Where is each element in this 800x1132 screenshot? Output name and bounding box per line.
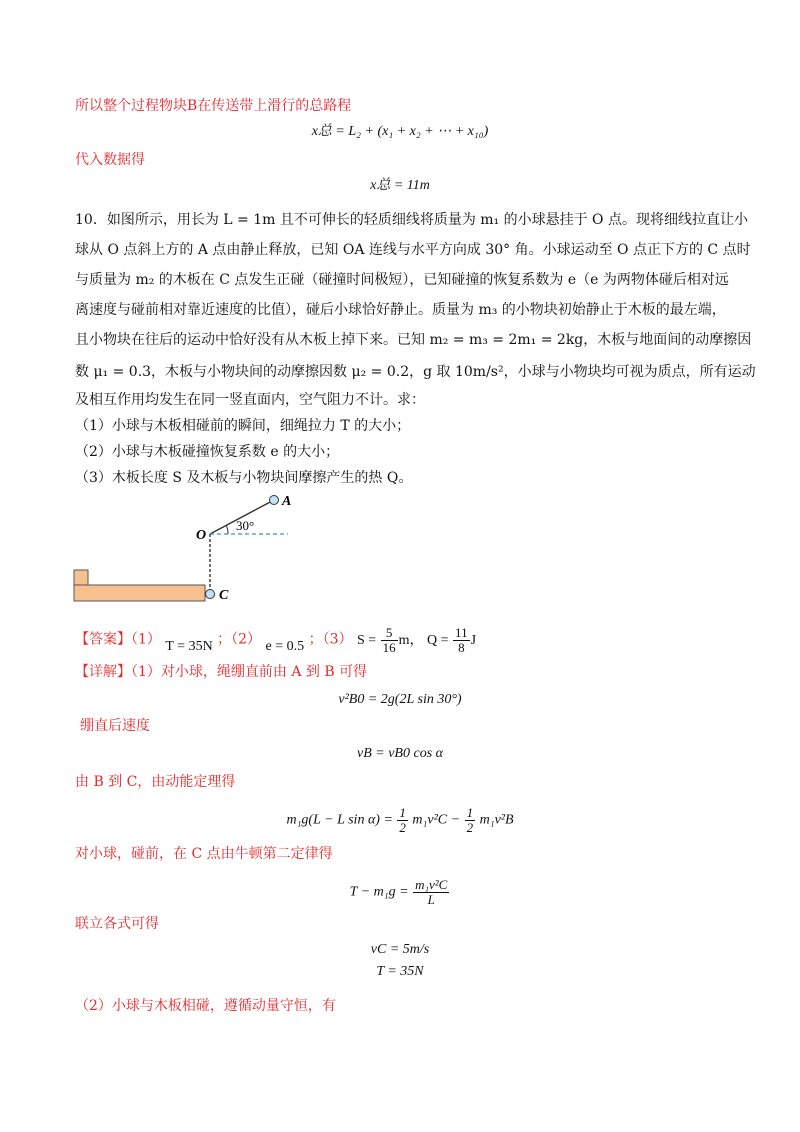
equation-total-value: x总 = 11m [370, 178, 430, 193]
answer-tag: 【答案】 [75, 631, 131, 648]
detail-step-2: 绷直后速度 [80, 718, 150, 734]
wooden-board-m2 [74, 585, 205, 601]
newton-denominator: L [427, 892, 435, 907]
problem-line-1: 10．如图所示，用长为 L = 1m 且不可伸长的轻质细线将质量为 m₁ 的小球悬挂于 O 点。现将细线拉直让小 [75, 212, 748, 228]
detail-tag: 【详解】 [75, 664, 131, 680]
energy-half-2-num: 1 [466, 805, 474, 820]
equation-energy [0, 806, 800, 835]
answer-part-1-label: （1） [131, 631, 161, 648]
equation-energy-mid: m₁v²C − [412, 812, 461, 828]
equation-total-path: x总 = L₂ + (x₁ + x₂ + ⋯ + x₁₀) [311, 124, 489, 139]
ball-at-a [270, 496, 279, 505]
answer-s-numerator: 5 [381, 626, 398, 641]
detail-step-4: 对小球，碰前，在 C 点由牛顿第二定律得 [75, 846, 333, 862]
problem-line-6: 数 μ₁ = 0.3，木板与小物块间的动摩擦因数 μ₂ = 0.2，g 取 10m/s²，小球与小物块均可视为质点，所有运动 [75, 364, 756, 380]
small-block-m3 [74, 570, 88, 585]
answer-sep-1: ；（2） [217, 631, 262, 648]
answer-t: T = 35N [165, 638, 213, 654]
detail-step-5: 联立各式可得 [75, 916, 159, 932]
question-1: （1）小球与木板相碰前的瞬间，细绳拉力 T 的大小； [75, 418, 411, 434]
pendulum-board-diagram [70, 490, 310, 610]
answer-s-denominator: 16 [382, 640, 396, 655]
answer-q-numerator: 11 [455, 625, 468, 640]
answer-sep-2: ；（3） [308, 631, 353, 648]
problem-line-7: 及相互作用均发生在同一竖直面内，空气阻力不计。求： [75, 392, 425, 408]
label-a: A [282, 494, 292, 509]
equation-t: T = 35N [376, 964, 424, 979]
label-c: C [219, 588, 229, 603]
answer-s-lhs: S = [356, 632, 377, 648]
answer-s-unit: m， [398, 632, 424, 648]
detail-step-1 [75, 662, 367, 682]
angle-arc [226, 525, 228, 534]
ball-at-c [206, 590, 215, 599]
newton-numerator: m₁v²C [415, 877, 448, 892]
label-angle: 30° [236, 518, 255, 533]
problem-line-4: 离速度与碰前相对靠近速度的比值），碰后小球恰好静止。质量为 m₃ 的小物块初始静止于木板的最左端， [75, 302, 726, 318]
label-o: O [196, 528, 207, 543]
equation-energy-end: m₁v²B [479, 812, 514, 828]
energy-half-1-den: 2 [399, 820, 406, 835]
energy-half-1-num: 1 [399, 805, 406, 820]
energy-half-2-den: 2 [466, 820, 474, 835]
substitute-label: 代入数据得 [75, 152, 145, 168]
question-3: （3）木板长度 S 及木板与小物块间摩擦产生的热 Q。 [75, 470, 413, 486]
detail-step-1-text: （1）对小球，绳绷直前由 A 到 B 可得 [131, 664, 368, 680]
equation-newton-lhs: T − m₁g = [349, 884, 409, 900]
equation-vb0: v²B0 = 2g(2L sin 30°) [338, 692, 462, 707]
detail-step-3: 由 B 到 C，由动能定理得 [75, 774, 236, 790]
problem-line-5: 且小物块在往后的运动中恰好没有从木板上掉下来。已知 m₂ = m₃ = 2m₁ = 2kg，木板与地面间的动摩擦因 [75, 332, 752, 348]
answer-q-lhs: Q = [427, 632, 449, 648]
answer-q-denominator: 8 [458, 640, 465, 655]
question-2: （2）小球与木板碰撞恢复系数 e 的大小； [75, 444, 340, 460]
detail-step-6: （2）小球与木板相碰，遵循动量守恒，有 [75, 998, 336, 1014]
equation-vb: vB = vB0 cos α [357, 746, 443, 761]
equation-energy-lhs: m₁g(L − L sin α) = [286, 812, 393, 828]
prev-solution-intro: 所以整个过程物块B在传送带上滑行的总路程 [75, 98, 352, 114]
answer-line [75, 626, 476, 655]
problem-line-3: 与质量为 m₂ 的木板在 C 点发生正碰（碰撞时间极短），已知碰撞的恢复系数为 e（e 为两物体碰后相对远 [75, 272, 729, 288]
equation-newton [0, 878, 800, 907]
problem-line-2: 球从 O 点斜上方的 A 点由静止释放，已知 OA 连线与水平方向成 30° 角。小球运动至 O 点正下方的 C 点时 [75, 242, 751, 258]
equation-vc: vC = 5m/s [370, 942, 430, 957]
answer-e: e = 0.5 [265, 638, 305, 654]
answer-q-unit: J [470, 632, 477, 648]
